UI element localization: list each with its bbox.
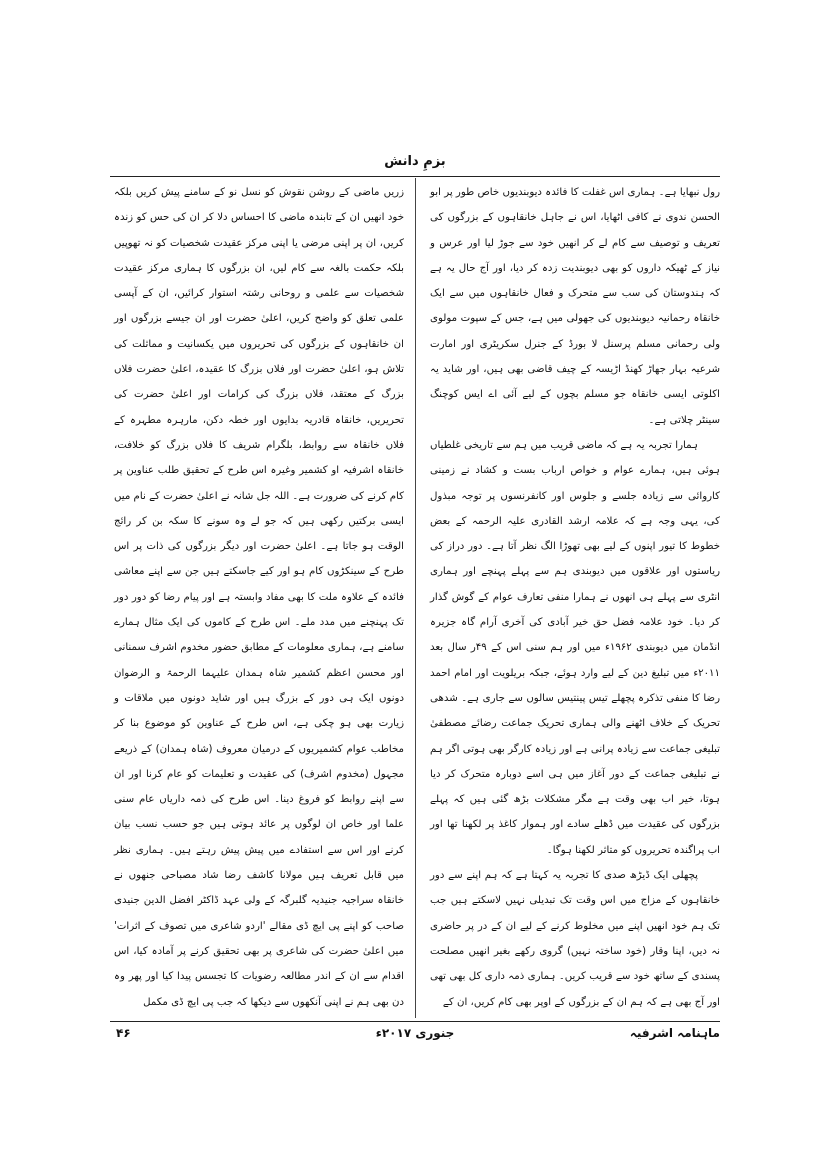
- section-title: بزمِ دانش: [384, 154, 446, 169]
- left-column: [114, 180, 404, 1015]
- header-divider: [110, 176, 720, 177]
- right-paragraph-1: رول نبھایا ہے۔ ہماری اس غفلت کا فائدہ دیوبندیوں خاص طور پر ابو الحسن ندوی نے کافی اٹھایا، اس نے جاہل خانقاہوں کے بزرگوں کی تعریف و توصیف سے کام لے کر انھیں خود سے جوڑ لیا اور عرس و نیاز کے ٹھیکہ داروں کو بھی دیوبندیت زدہ کر دیا، اور آج حال یہ ہے کہ ہندوستان کی سب سے متحرک و فعال خانقاہوں میں سے ایک خانقاہ رحمانیہ دیوبندیوں کی جھولی میں ہے، جس کے سپوت مولوی ولی رحمانی مسلم پرسنل لا بورڈ کے جنرل سکریٹری اور امارت شرعیہ بہار جھاڑ کھنڈ اڑیسہ کے چیف قاضی بھی ہیں، اور شاید یہ اکلوتی ایسی خانقاہ جو مسلم بچوں کے لیے آئی اے ایس کوچنگ سینٹر چلاتی ہے۔: [430, 187, 720, 426]
- issue-date: جنوری ۲۰۱۷ء: [375, 1026, 455, 1040]
- column-divider: [415, 178, 416, 1018]
- left-paragraph-1: زریں ماضی کے روشن نقوش کو نسل نو کے سامنے پیش کریں بلکہ خود انھیں ان کے تابندہ ماضی کا احساس دلا کر ان کی حس کو زندہ کریں، ان پر اپنی مرضی یا اپنی مرکز عقیدت شخصیات کو نہ تھوپیں بلکہ حکمت بالغہ سے کام لیں، ان بزرگوں کا ہماری مرکز عقیدت شخصیات سے علمی و روحانی رشتہ استوار کرائیں، ان کے آپسی علمی تعلق کو واضح کریں، اعلیٰ حضرت اور ان جیسے بزرگوں اور ان خانقاہوں کے بزرگوں کی تحریروں میں یکسانیت و مماثلت کی تلاش ہو، اعلیٰ حضرت اور فلاں بزرگ کا عقیدہ، اعلیٰ حضرت فلاں بزرگ کے معتقد، فلاں بزرگ کی کرامات اور اعلیٰ حضرت کی تحریریں، خانقاہ قادریہ بدایوں اور خطہ دکن، مارہرہ مطہرہ کے فلاں خانقاہ سے روابط، بلگرام شریف کا فلاں بزرگ کو خلافت، خانقاہ اشرفیہ او کشمیر وغیرہ اس طرح کے تحقیق طلب عناوین پر کام کرنے کی ضرورت ہے۔ اللہ جل شانہ نے اعلیٰ حضرت کے نام میں ایسی برکتیں رکھی ہیں کہ جو لے وہ سونے کا سکہ بن کر رائج الوقت ہو جاتا ہے۔ اعلیٰ حضرت اور دیگر بزرگوں کی ذات پر اس طرح کے سینکڑوں کام ہو اور کیے جاسکتے ہیں جن سے اپنے معاشی فائدہ کے علاوہ ملت کا بھی مفاد وابستہ ہے اور پیام رضا کو دور دور تک پہنچنے میں مدد ملے۔ اس طرح کے کاموں کی ایک مثال ہمارے سامنے ہے، ہماری معلومات کے مطابق حضور مخدوم اشرف سمنانی اور محسن اعظم کشمیر شاہ ہمدان علیہما الرحمۃ و الرضوان دونوں ایک ہی دور کے بزرگ ہیں اور شاید دونوں میں ملاقات و زیارت بھی ہو چکی ہے، اس طرح کے عناوین کو موضوع بنا کر مخاطب عوام کشمیریوں کے درمیان معروف (شاہ ہمدان) کے ذریعے مجہول (مخدوم اشرف) کی عقیدت و تعلیمات کو عام کرنا اور ان سے اپنے روابط کو فروغ دینا۔ اس طرح کی ذمہ داریاں عام سنی علما اور خاص ان لوگوں پر عائد ہوتی ہیں جو حسب نسب بیان کرنے اور اس سے استفادے میں پیش پیش رہتے ہیں۔ ہماری نظر میں قابل تعریف ہیں مولانا کاشف رضا شاد مصباحی جنھوں نے خانقاہ سراجیہ جنیدیہ گلبرگہ کے ولی عہد ڈاکٹر افضل الدین جنیدی صاحب کو اپنے پی ایچ ڈی مقالے 'اردو شاعری میں تصوف کے اثرات' میں اعلیٰ حضرت کی شاعری پر بھی تحقیق کرنے پر آمادہ کیا، اس اقدام سے ان کے اندر مطالعہ رضویات کا تجسس پیدا کیا اور پھر وہ دن بھی ہم نے اپنی آنکھوں سے دیکھا کہ جب پی ایچ ڈی مکمل: [114, 187, 404, 1008]
- right-paragraph-3: پچھلی ایک ڈیڑھ صدی کا تجربہ یہ کہتا ہے کہ ہم اپنے سے دور خانقاہوں کے مزاج میں اس وقت تک تبدیلی نہیں لاسکتے ہیں جب تک ہم خود انھیں اپنے میں مخلوط کرنے کے لیے ان کے در پر حاضری نہ دیں، اپنا وقار (خود ساختہ نہیں) گروی رکھے بغیر انھیں مصلحت پسندی کے ساتھ خود سے قریب کریں۔ ہماری ذمہ داری کل بھی تھی اور آج بھی ہے کہ ہم ان کے بزرگوں کے اوپر بھی کام کریں، ان کے: [430, 870, 720, 1008]
- right-column: [430, 180, 720, 1015]
- page-number: ۴۶: [116, 1026, 131, 1040]
- publication-name: ماہنامہ اشرفیہ: [629, 1026, 720, 1040]
- right-paragraph-2: ہمارا تجربہ یہ ہے کہ ماضی قریب میں ہم سے تاریخی غلطیاں ہوئی ہیں، ہمارے عوام و خواص ارباب بست و کشاد نے زمینی کاروائی سے زیادہ جلسے و جلوس اور کانفرنسوں پر توجہ مبذول کی، یہی وجہ ہے کہ علامہ ارشد القادری علیہ الرحمہ کے بعض خطوط کا تیور اپنوں کے لیے بھی تھوڑا الگ نظر آتا ہے۔ دور دراز کی ریاستوں اور علاقوں میں دیوبندی ہم سے پہلے پہنچے اور ہماری انٹری سے پہلے ہی انھوں نے ہمارا منفی تعارف عوام کے گوش گذار کر دیا۔ خود علامہ فضل حق خیر آبادی کی آخری آرام گاہ جزیرہ انڈمان میں دیوبندی ۱۹۶۲ء میں اور ہم سنی اس کے ۴۹ر سال بعد ۲۰۱۱ء میں تبلیغ دین کے لیے وارد ہوئے، جبکہ بریلویت اور امام احمد رضا کا منفی تذکرہ پچھلے تیس پینتیس سالوں سے جاری ہے۔ شدھی تحریک کے خلاف اٹھنے والی ہماری تحریک جماعت رضائے مصطفیٰ تبلیغی جماعت سے زیادہ پرانی ہے اور زیادہ کارگر بھی ہوتی اگر ہم نے تبلیغی جماعت کے دور آغاز میں ہی اسے دوبارہ متحرک کر دیا ہوتا، خیر اب بھی وقت ہے مگر مشکلات بڑھ گئی ہیں کہ پہلے بزرگوں کی عقیدت میں ڈھلے سادے اور ہموار کاغذ پر لکھنا تھا اور اب پراگندہ تحریروں کو متاثر لکھنا ہوگا۔: [430, 439, 720, 856]
- page-footer: [110, 1026, 720, 1048]
- footer-divider: [110, 1021, 720, 1022]
